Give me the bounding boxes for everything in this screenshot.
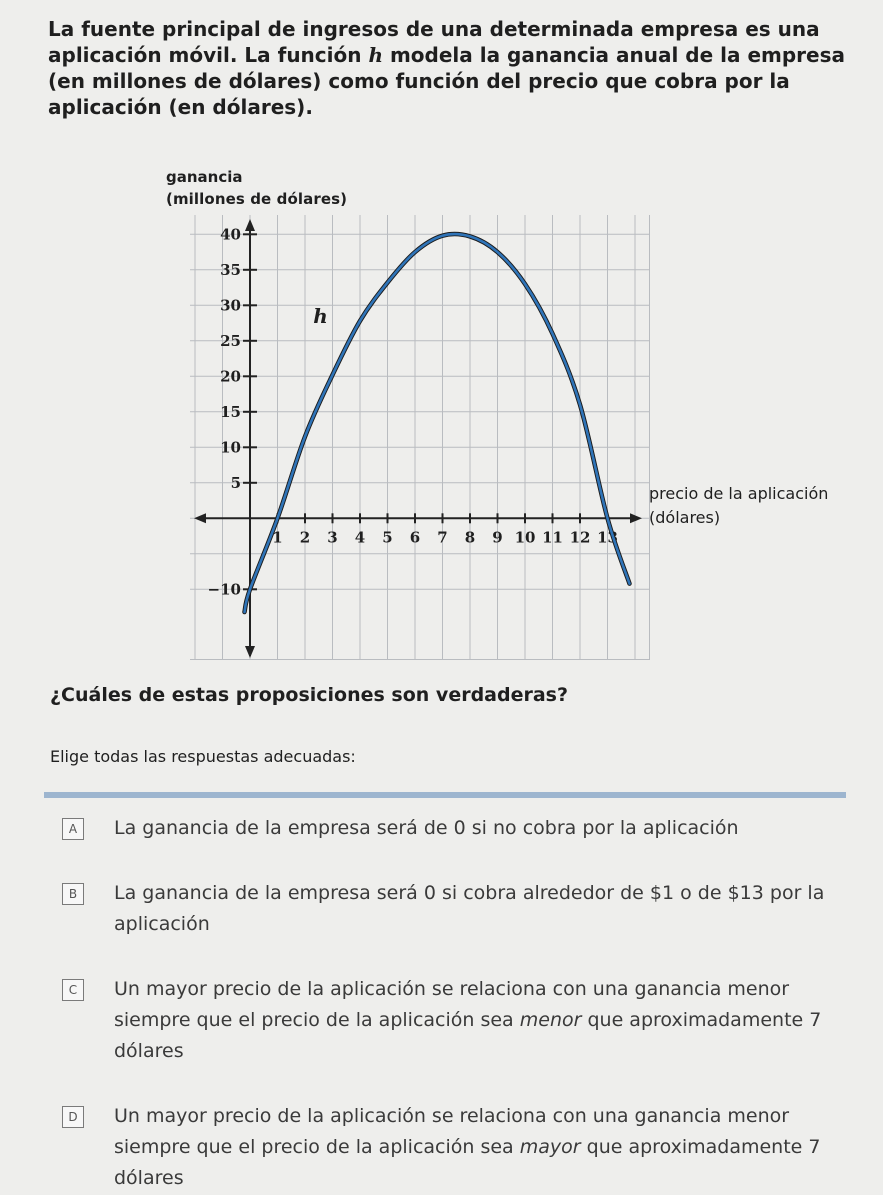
y-tick-label: 30	[220, 296, 241, 315]
y-tick-label: 40	[220, 225, 241, 244]
function-name: h	[368, 43, 383, 67]
option-c-text-before: Un mayor precio de la aplicación se relaciona con una ganancia menor siempre que el precio de la aplicación sea	[114, 978, 790, 1031]
x-tick-label: 1	[272, 528, 283, 547]
option-d-checkbox[interactable]: D	[62, 1106, 84, 1128]
curve-h-outline	[245, 234, 630, 612]
divider	[44, 792, 846, 798]
option-d[interactable]	[62, 1101, 832, 1194]
x-tick-label: 9	[492, 528, 503, 547]
intro-part1: La fuente principal de ingresos de una determinada empresa es una aplicación móvil. La función	[48, 17, 820, 67]
x-tick-label: 7	[437, 528, 448, 547]
grid	[190, 215, 650, 660]
curve-h	[245, 234, 630, 612]
option-d-text	[114, 1101, 832, 1194]
question: ¿Cuáles de estas proposiciones son verdaderas?	[50, 684, 569, 706]
option-c-text-after: que aproximadamente 7 dólares	[114, 1009, 822, 1062]
y-tick-label: 5	[230, 473, 241, 492]
option-c-checkbox[interactable]: C	[62, 979, 84, 1001]
option-b-text: La ganancia de la empresa será 0 si cobra alrededor de $1 o de $13 por la aplicación	[114, 882, 825, 935]
option-a-text: La ganancia de la empresa será de 0 si no cobra por la aplicación	[114, 817, 739, 839]
series-layer	[245, 234, 630, 612]
instruction: Elige todas las respuestas adecuadas:	[50, 747, 356, 766]
y-axis-arrow-up	[245, 219, 255, 231]
y-axis-label-line1: ganancia	[166, 168, 243, 186]
y-tick-label: 10	[220, 438, 241, 457]
x-tick-label: 10	[514, 528, 536, 547]
option-b-checkbox[interactable]: B	[62, 883, 84, 905]
option-b[interactable]	[62, 878, 832, 940]
x-tick-label: 8	[464, 528, 476, 547]
y-axis-arrow-down	[245, 646, 255, 658]
option-c-emphasis: menor	[519, 1009, 582, 1031]
option-d-emphasis: mayor	[519, 1136, 581, 1158]
option-c-text	[114, 974, 832, 1067]
y-axis-label-line2: (millones de dólares)	[166, 190, 348, 208]
x-tick-label: 4	[354, 528, 366, 547]
x-tick-label: 6	[409, 528, 421, 547]
axes	[194, 219, 642, 658]
x-tick-label: 12	[569, 528, 591, 547]
option-d-text-before: Un mayor precio de la aplicación se relaciona con una ganancia menor siempre que el precio de la aplicación sea	[114, 1105, 790, 1158]
option-a-checkbox[interactable]: A	[62, 818, 84, 840]
x-tick-label: 5	[382, 528, 393, 547]
x-axis-arrow-left	[194, 513, 206, 523]
x-tick-label: 11	[542, 528, 563, 547]
problem-statement	[48, 16, 848, 120]
y-axis-label	[166, 166, 347, 210]
y-tick-label: 25	[220, 331, 241, 350]
x-axis-label-line1: precio de la aplicación	[649, 484, 829, 503]
x-tick-label: 2	[299, 528, 311, 547]
x-tick-label: 3	[327, 528, 338, 547]
x-axis-arrow-right	[630, 513, 642, 523]
x-tick-label: 13	[597, 528, 618, 547]
y-tick-label: −10	[207, 580, 241, 599]
y-tick-label: 35	[220, 260, 241, 279]
option-a[interactable]	[62, 813, 832, 844]
x-axis-label-line2: (dólares)	[649, 508, 721, 527]
profit-chart	[190, 215, 650, 660]
option-c[interactable]	[62, 974, 832, 1067]
option-d-text-after: que aproximadamente 7 dólares	[114, 1136, 821, 1189]
curve-label: h	[313, 304, 328, 329]
x-axis-label	[649, 482, 828, 530]
y-tick-label: 15	[220, 402, 241, 421]
intro-part2: modela la ganancia anual de la empresa (en millones de dólares) como función del precio que cobra por la aplicación (en dólares).	[48, 43, 846, 119]
y-tick-label: 20	[220, 367, 241, 386]
